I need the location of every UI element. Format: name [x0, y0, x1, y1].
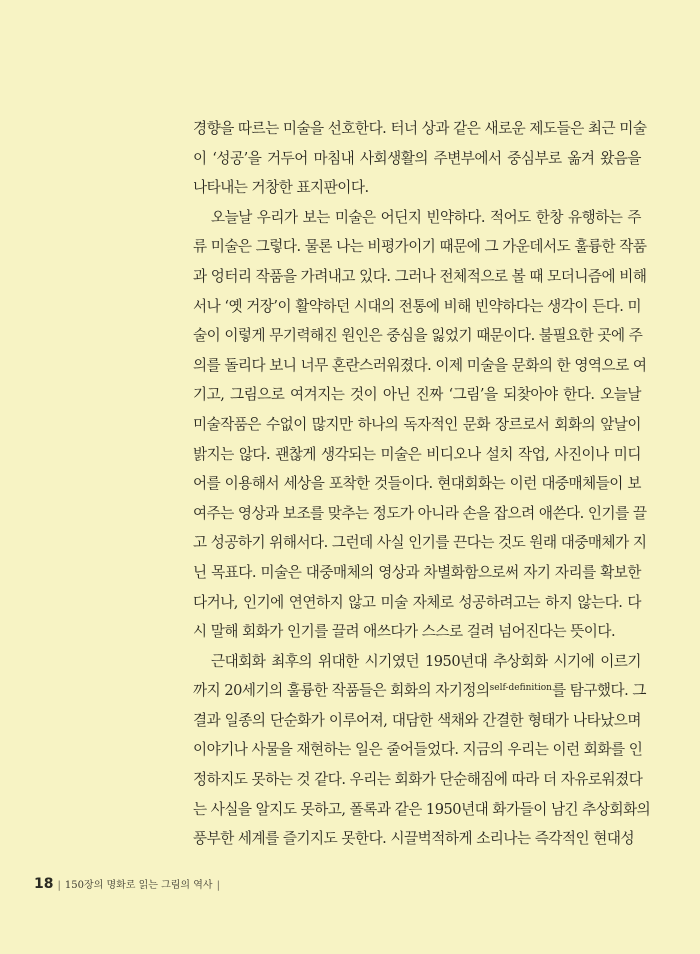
text-line: 까지 20세기의 훌륭한 작품들은 회화의 자기정의$^{self-definition}$를 탐구했다. 그 [193, 682, 646, 700]
text-line: 의를 돌리다 보니 너무 혼란스러워졌다. 이제 미술을 문화의 한 영역으로 여 [193, 356, 647, 374]
text-line: 이 ‘성공’을 거두어 마침내 사회생활의 주변부에서 중심부로 옮겨 왔음을 [193, 149, 641, 167]
text-line: 이야기나 사물을 재현하는 일은 줄어들었다. 지금의 우리는 이런 회화를 인 [193, 741, 643, 759]
paragraph [193, 203, 647, 647]
text-line: 어를 이용해서 세상을 포착한 것들이다. 현대회화는 이런 대중매체들이 보 [193, 475, 641, 493]
footer-divider-end: | [216, 880, 220, 891]
text-line: 다거나, 인기에 연연하지 않고 미술 자체로 성공하려고는 하지 않는다. 다 [193, 593, 641, 611]
text-line: 기고, 그림으로 여겨지는 것이 아닌 진짜 ‘그림’을 되찾아야 한다. 오늘날 [193, 386, 641, 404]
page-number: 18 [34, 876, 54, 892]
text-line: 미술작품은 수없이 많지만 하나의 독자적인 문화 장르로서 회화의 앞날이 [193, 415, 641, 433]
text-line: 정하지도 못하는 것 같다. 우리는 회화가 단순해짐에 따라 더 자유로워졌다 [193, 771, 643, 789]
footer-divider: | [57, 880, 61, 891]
text-line: 결과 일종의 단순화가 이루어져, 대담한 색채와 간결한 형태가 나타났으며 [193, 711, 641, 729]
text-line: 경향을 따르는 미술을 선호한다. 터너 상과 같은 새로운 제도들은 최근 미술 [193, 120, 647, 137]
text-line: 류 미술은 그렇다. 물론 나는 비평가이기 때문에 그 가운데서도 훌륭한 작품 [193, 238, 647, 256]
text-line: 술이 이렇게 무기력해진 원인은 중심을 잃었기 때문이다. 불필요한 곳에 주 [193, 327, 643, 345]
text-line: 나타내는 거창한 표지판이다. [193, 179, 369, 197]
paragraph [193, 647, 651, 854]
text-line: 오늘날 우리가 보는 미술은 어딘지 빈약하다. 적어도 한창 유행하는 주 [211, 208, 641, 226]
paragraph [193, 114, 647, 203]
text-line: 서나 ‘옛 거장’이 활약하던 시대의 전통에 비해 빈약하다는 생각이 든다. 미 [193, 297, 642, 315]
text-line: 고 성공하기 위해서다. 그런데 사실 인기를 끈다는 것도 원래 대중매체가 지 [193, 534, 647, 552]
text-line: 밝지는 않다. 괜찮게 생각되는 미술은 비디오나 설치 작업, 사진이나 미디 [193, 445, 641, 463]
book-title: 150장의 명화로 읽는 그림의 역사 [64, 880, 213, 891]
text-line: 과 엉터리 작품을 가려내고 있다. 그러나 전체적으로 볼 때 모더니즘에 비해 [193, 267, 647, 285]
text-line: 는 사실을 알지도 못하고, 폴록과 같은 1950년대 화가들이 남긴 추상회화의 [193, 800, 651, 818]
body-text [193, 114, 651, 854]
text-line: 시 말해 회화가 인기를 끌려 애쓰다가 스스로 걸려 넘어진다는 뜻이다. [193, 623, 616, 641]
page-footer [34, 876, 220, 892]
text-line: 여주는 영상과 보조를 맞추는 정도가 아니라 손을 잡으려 애쓴다. 인기를 끌 [193, 504, 647, 522]
superscript-term: self-definition [489, 683, 552, 694]
text-line: 근대회화 최후의 위대한 시기였던 1950년대 추상회화 시기에 이르기 [211, 652, 641, 670]
text-line: 풍부한 세계를 즐기지도 못한다. 시끌벅적하게 소리나는 즉각적인 현대성 [193, 830, 635, 848]
text-line: 닌 목표다. 미술은 대중매체의 영상과 차별화함으로써 자기 자리를 확보한 [193, 563, 641, 581]
